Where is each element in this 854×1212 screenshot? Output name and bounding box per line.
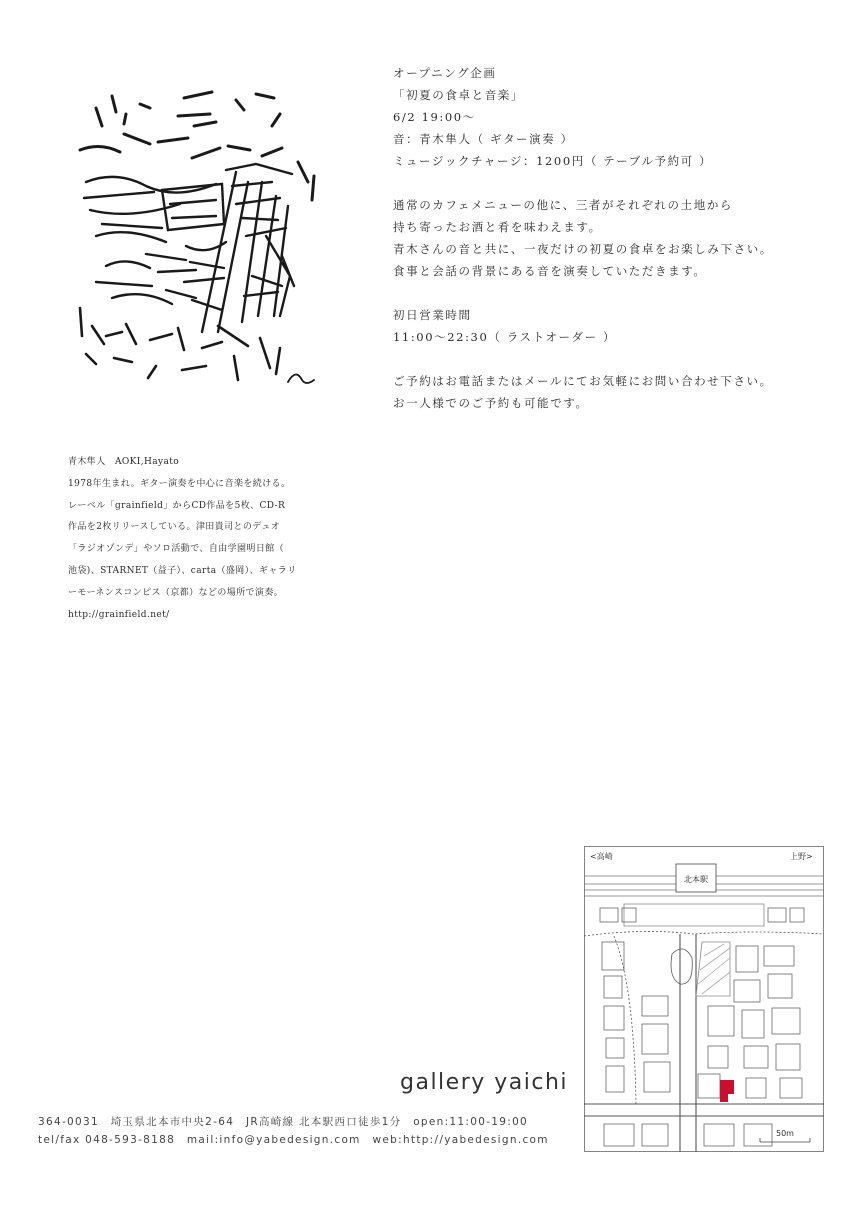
hours-title: 初日営業時間 — [393, 308, 472, 322]
event-title: 「初夏の食卓と音楽」 — [393, 88, 524, 102]
map-direction-left: <高崎 — [590, 852, 613, 861]
event-info — [393, 62, 823, 414]
event-subtitle: オープニング企画 — [393, 66, 497, 80]
event-description-line: 青木さんの音と共に、一夜だけの初夏の食卓をお楽しみ下さい。 — [393, 242, 773, 256]
station-label: 北本駅 — [684, 875, 708, 884]
artist-name: 青木隼人 AOKI,Hayato — [68, 457, 180, 467]
hours-value: 11:00〜22:30（ ラストオーダー ） — [393, 330, 617, 344]
gallery-location-marker — [720, 1080, 734, 1102]
artist-bio-line: 1978年生まれ。ギター演奏を中心に音楽を続ける。 — [68, 478, 291, 489]
artwork-drawing — [66, 86, 336, 396]
artist-bio-line: レーベル「grainfield」からCD作品を5枚、CD-R — [68, 500, 286, 511]
event-performer: 音：青木隼人（ ギター演奏 ） — [393, 132, 574, 146]
event-description-line: 持ち寄ったお酒と肴を味わえます。 — [393, 220, 602, 234]
event-charge: ミュージックチャージ：1200円（ テーブル予約可 ） — [393, 154, 713, 168]
access-map — [584, 846, 824, 1152]
event-description-line: 通常のカフェメニューの他に、三者がそれぞれの土地から — [393, 198, 734, 212]
artist-bio-line: 「ラジオゾンデ」やソロ活動で、自由学園明日館（ — [68, 544, 285, 555]
map-scale-label: 50m — [776, 1129, 794, 1138]
artist-website-link[interactable]: http://grainfield.net/ — [68, 609, 170, 620]
artist-profile — [68, 452, 328, 626]
artist-bio-line: ーモーネンスコンピス（京都）などの場所で演奏。 — [68, 587, 284, 598]
gallery-contact: tel/fax 048-593-8188 mail:info@yabedesign.com web:http://yabedesign.com — [38, 1134, 549, 1146]
artist-bio-line: 池袋)、STARNET（益子）、carta（盛岡）、ギャラリ — [68, 565, 297, 576]
map-direction-right: 上野> — [790, 852, 813, 861]
gallery-logo: gallery yaichi — [400, 1070, 569, 1095]
artist-bio-line: 作品を2枚リリースしている。津田貴司とのデュオ — [68, 522, 281, 533]
reservation-line: ご予約はお電話またはメールにてお気軽にお問い合わせ下さい。 — [393, 374, 773, 388]
event-description-line: 食事と会話の背景にある音を演奏していただきます。 — [393, 264, 707, 278]
gallery-address: 364-0031 埼玉県北本市中央2-64 JR高崎線 北本駅西口徒歩1分 open:11:00-19:00 — [38, 1116, 529, 1128]
event-datetime: 6/2 19:00〜 — [393, 110, 476, 124]
reservation-line: お一人様でのご予約も可能です。 — [393, 396, 589, 410]
